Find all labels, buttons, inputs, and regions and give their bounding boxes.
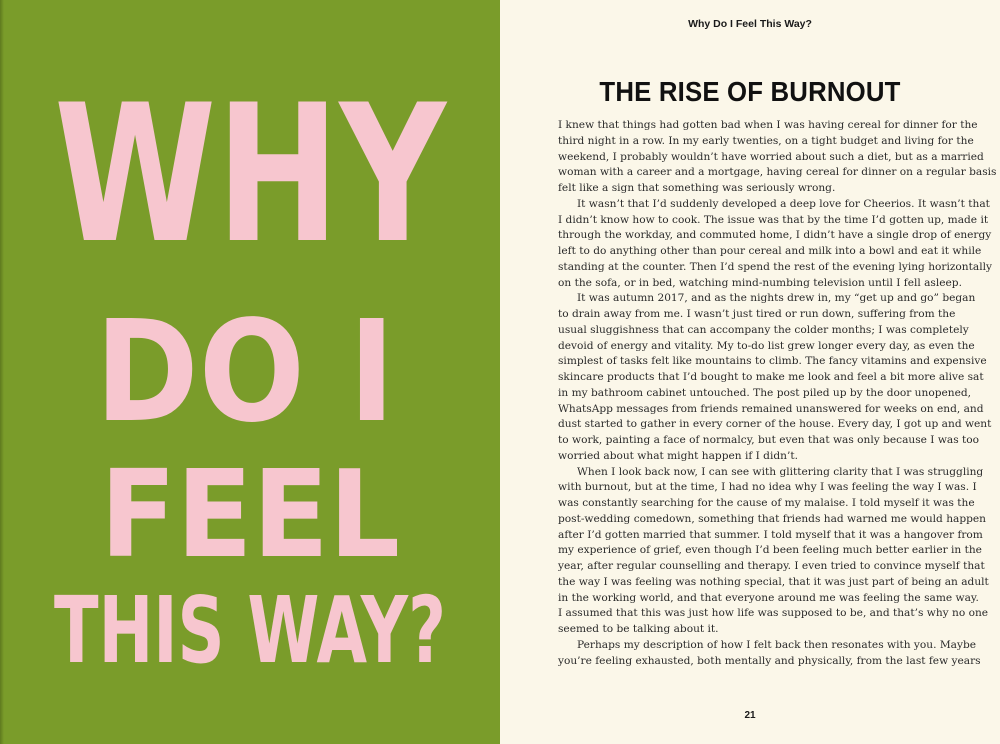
text-line: in the working world, and that everyone around me was feeling the same way. xyxy=(558,591,979,604)
text-line: devoid of energy and vitality. My to-do list grew longer every day, as even the xyxy=(558,339,975,352)
text-line: When I look back now, I can see with glittering clarity that I was struggling xyxy=(577,465,984,478)
text-line: post-wedding comedown, something that friends had warned me would happen xyxy=(558,512,987,525)
text-line: WhatsApp messages from friends remained unanswered for weeks on end, and xyxy=(558,402,984,415)
text-line: worried about what might happen if I didn’t. xyxy=(558,449,798,462)
text-line: through the workday, and commuted home, I didn’t have a single drop of energy xyxy=(558,229,992,242)
text-line: Perhaps my description of how I felt back then resonates with you. Maybe xyxy=(577,638,977,651)
text-line: left to do anything other than pour cereal and milk into a bowl and eat it while xyxy=(558,245,982,257)
chapter-title: THE RISE OF BURNOUT xyxy=(599,76,901,107)
text-line: felt like a sign that something was seriously wrong. xyxy=(558,182,836,194)
text-line: usual sluggishness that can accompany the colder months; I was completely xyxy=(558,323,969,336)
page-number: 21 xyxy=(744,710,756,721)
text-line: after I’d gotten married that summer. I told myself that it was a hangover from xyxy=(558,528,983,541)
text-line: the way I was feeling was nothing special, that it was just part of being an adult xyxy=(558,575,989,588)
text-line: to work, painting a face of normalcy, but even that was only because I was too xyxy=(558,434,980,446)
text-line: in my bathroom cabinet untouched. The post piled up by the door unopened, xyxy=(558,386,971,399)
text-line: woman with a career and a mortgage, having cereal for dinner on a regular basis xyxy=(558,166,997,179)
text-line: It wasn’t that I’d suddenly developed a deep love for Cheerios. It wasn’t that xyxy=(577,197,990,210)
cover-word-1: WHY xyxy=(54,64,448,285)
text-line: to drain away from me. I wasn’t just tired or run down, suffering from the xyxy=(558,308,956,320)
text-line: standing at the counter. Then I’d spend the rest of the evening lying horizontally xyxy=(558,260,992,273)
body-text xyxy=(558,118,997,669)
cover-word-3: FEEL xyxy=(100,446,400,585)
text-line: simplest of tasks felt like mountains to climb. The fancy vitamins and expensive xyxy=(558,355,987,368)
text-line: on the sofa, or in bed, watching mind-numbing television until I fell asleep. xyxy=(558,276,962,289)
text-line: I didn’t know how to cook. The issue was that by the time I’d gotten up, made it xyxy=(558,213,989,226)
cover-word-4: THIS WAY? xyxy=(54,577,446,684)
text-line: seemed to be talking about it. xyxy=(558,623,719,635)
text-line: third night in a row. In my early twenties, on a tight budget and living for the xyxy=(558,134,974,147)
text-line: you’re feeling exhausted, both mentally and physically, from the last few years xyxy=(558,654,981,667)
right-page-text xyxy=(500,0,1000,744)
running-head: Why Do I Feel This Way? xyxy=(688,18,812,30)
cover-word-2: DO I xyxy=(95,291,395,454)
text-line: with burnout, but at the time, I had no idea why I was feeling the way I was. I xyxy=(558,481,977,494)
text-line: was constantly searching for the cause of my malaise. I told myself it was the xyxy=(558,497,975,509)
text-line: dust started to gather in every corner of the house. Every day, I got up and went xyxy=(558,418,992,431)
text-line: I knew that things had gotten bad when I was having cereal for dinner for the xyxy=(558,119,978,131)
text-line: It was autumn 2017, and as the nights drew in, my “get up and go” began xyxy=(577,292,976,305)
text-line: I assumed that this was just how life was supposed to be, and that’s why no one xyxy=(558,607,989,620)
text-line: skincare products that I’d bought to make me look and feel a bit more alive sat xyxy=(558,371,984,383)
text-line: year, after regular counselling and therapy. I even tried to convince myself that xyxy=(558,560,985,572)
text-line: weekend, I probably wouldn’t have worried about such a diet, but as a married xyxy=(558,150,984,163)
text-line: my experience of grief, even though I’d been feeling much better earlier in the xyxy=(558,544,982,557)
